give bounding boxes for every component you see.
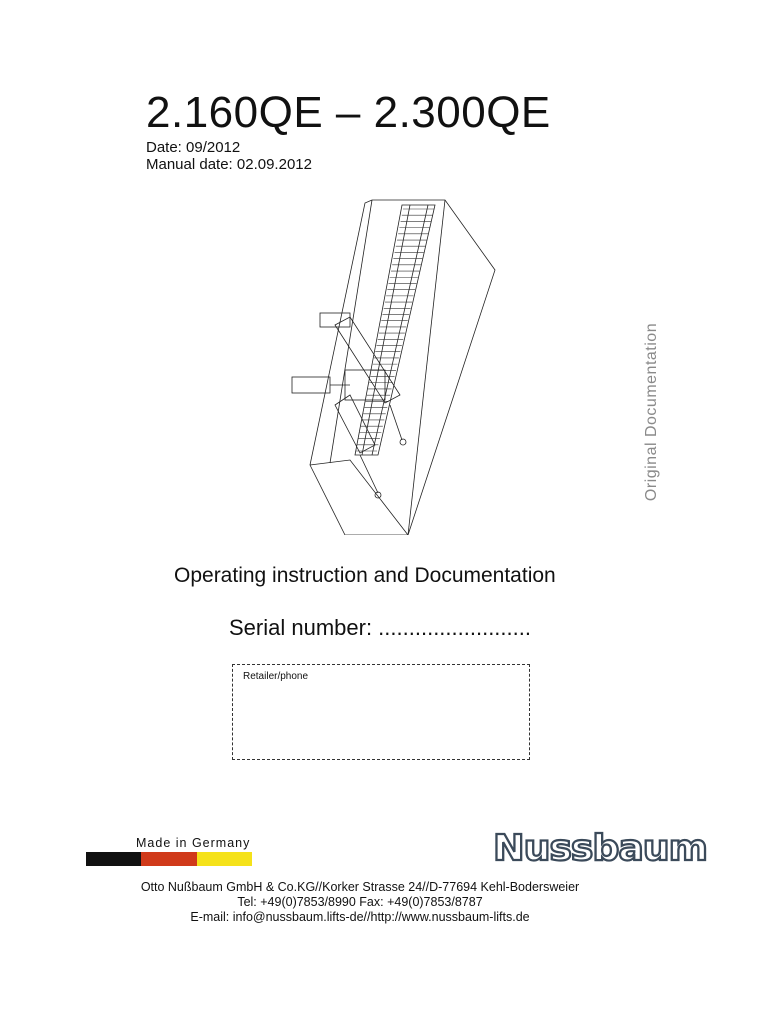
nussbaum-logo [490, 822, 710, 870]
flag-stripe-black [86, 852, 141, 866]
german-flag-bar [86, 852, 252, 866]
manual-date: Manual date: 02.09.2012 [146, 156, 312, 173]
serial-number-line: Serial number: ......................... [229, 615, 531, 640]
lift-technical-drawing [290, 195, 500, 535]
document-subtitle: Operating instruction and Documentation [174, 564, 556, 587]
address-line-3: E-mail: info@nussbaum.lifts-de//http://www.nussbaum-lifts.de [190, 910, 530, 924]
made-in-germany-label: Made in Germany [136, 836, 251, 850]
flag-stripe-gold [197, 852, 252, 866]
address-line-2: Tel: +49(0)7853/8990 Fax: +49(0)7853/8787 [237, 895, 483, 909]
original-documentation-caption: Original Documentation [643, 322, 660, 502]
nussbaum-logo-text: Nussbaum [493, 828, 707, 869]
retailer-label: Retailer/phone [243, 671, 309, 682]
page-title: 2.160QE – 2.300QE [146, 88, 551, 137]
flag-stripe-red [141, 852, 196, 866]
retailer-box [232, 664, 530, 760]
document-date: Date: 09/2012 [146, 139, 241, 156]
address-line-1: Otto Nußbaum GmbH & Co.KG//Korker Strasse 24//D-77694 Kehl-Bodersweier [140, 880, 580, 894]
